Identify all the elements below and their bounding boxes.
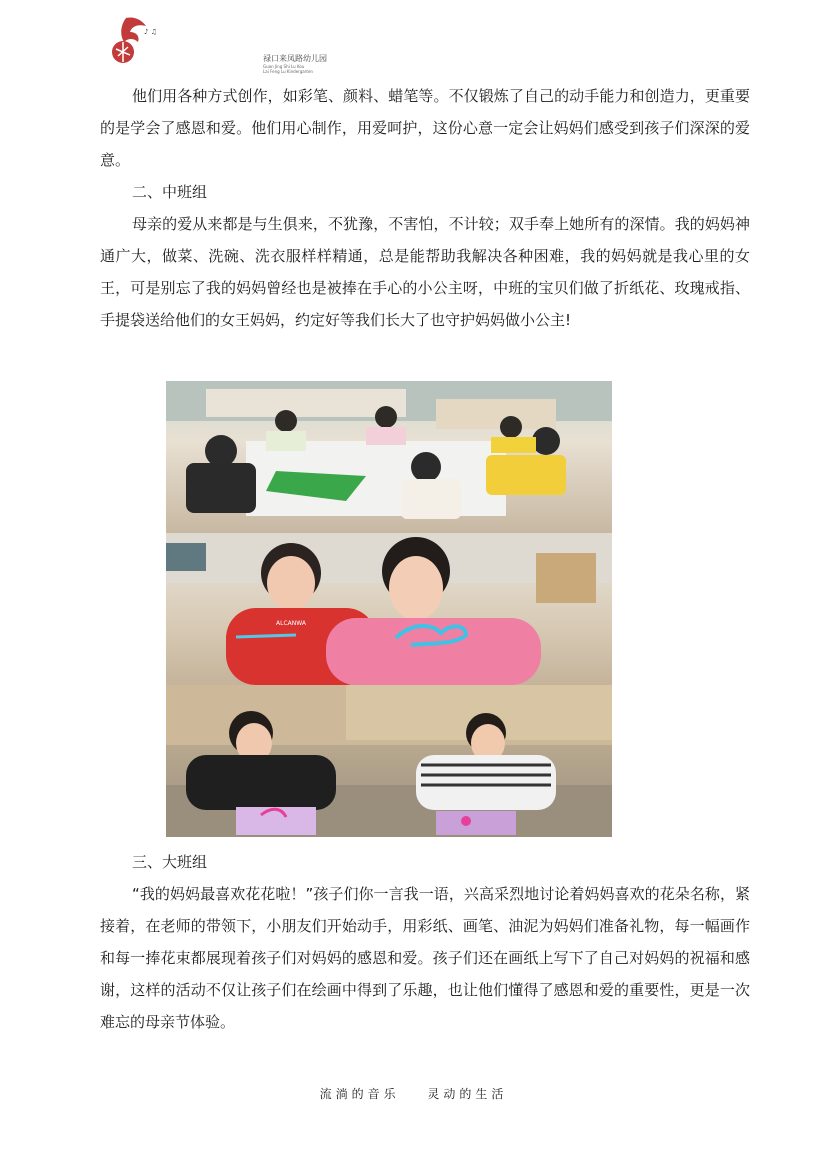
photo-classroom-table: [166, 381, 612, 533]
section-heading-senior-class: 三、大班组: [132, 853, 208, 871]
photo-girls-crafting: [166, 533, 612, 685]
logo-name-en-2: Lai Feng Lu Kindergarten: [263, 69, 313, 74]
article-top: [100, 80, 750, 336]
footer-motto-right: 灵动的生活: [427, 1087, 508, 1101]
logo-name-cn: 禄口来凤路幼儿园: [263, 54, 327, 63]
shirt-print-text: ALCANWA: [276, 620, 306, 627]
photo-boys-flowers: [166, 685, 612, 837]
paragraph-1: 他们用各种方式创作，如彩笔、颜料、蜡笔等。不仅锻炼了自己的动手能力和创造力，更重要的是学会了感恩和爱。他们用心制作，用爱呵护，这份心意一定会让妈妈们感受到孩子们深深的爱意。: [100, 87, 750, 169]
article-bottom: [100, 846, 750, 1038]
section-heading-middle-class: 二、中班组: [132, 183, 208, 201]
logo-emblem-icon: [108, 14, 158, 66]
paragraph-3: “我的妈妈最喜欢花花啦！”孩子们你一言我一语，兴高采烈地讨论着妈妈喜欢的花朵名称，紧接着，在老师的带领下，小朋友们开始动手，用彩纸、画笔、油泥为妈妈们准备礼物，每一幅画作和每一捧花束都展现着孩子们对妈妈的感恩和爱。孩子们还在画纸上写下了自己对妈妈的祝福和感谢，这样的活动不仅让孩子们在绘画中得到了乐趣，也让他们懂得了感恩和爱的重要性，更是一次难忘的母亲节体验。: [100, 885, 750, 1031]
logo-name-en-1: Guan Jing Shi Lu Kou: [263, 64, 305, 69]
photo-collage: [166, 381, 612, 837]
kindergarten-logo: [108, 14, 327, 74]
paragraph-2: 母亲的爱从来都是与生俱来，不犹豫，不害怕，不计较；双手奉上她所有的深情。我的妈妈神通广大，做菜、洗碗、洗衣服样样精通，总是能帮助我解决各种困难，我的妈妈就是我心里的女王，可是别忘了我的妈妈曾经也是被捧在手心的小公主呀，中班的宝贝们做了折纸花、玫瑰戒指、手提袋送给他们的女王妈妈，约定好等我们长大了也守护妈妈做小公主!: [100, 215, 750, 329]
svg-text:♪ ♫: ♪ ♫: [144, 28, 157, 36]
page-footer-motto: [0, 1085, 827, 1102]
footer-motto-left: 流淌的音乐: [319, 1087, 400, 1101]
